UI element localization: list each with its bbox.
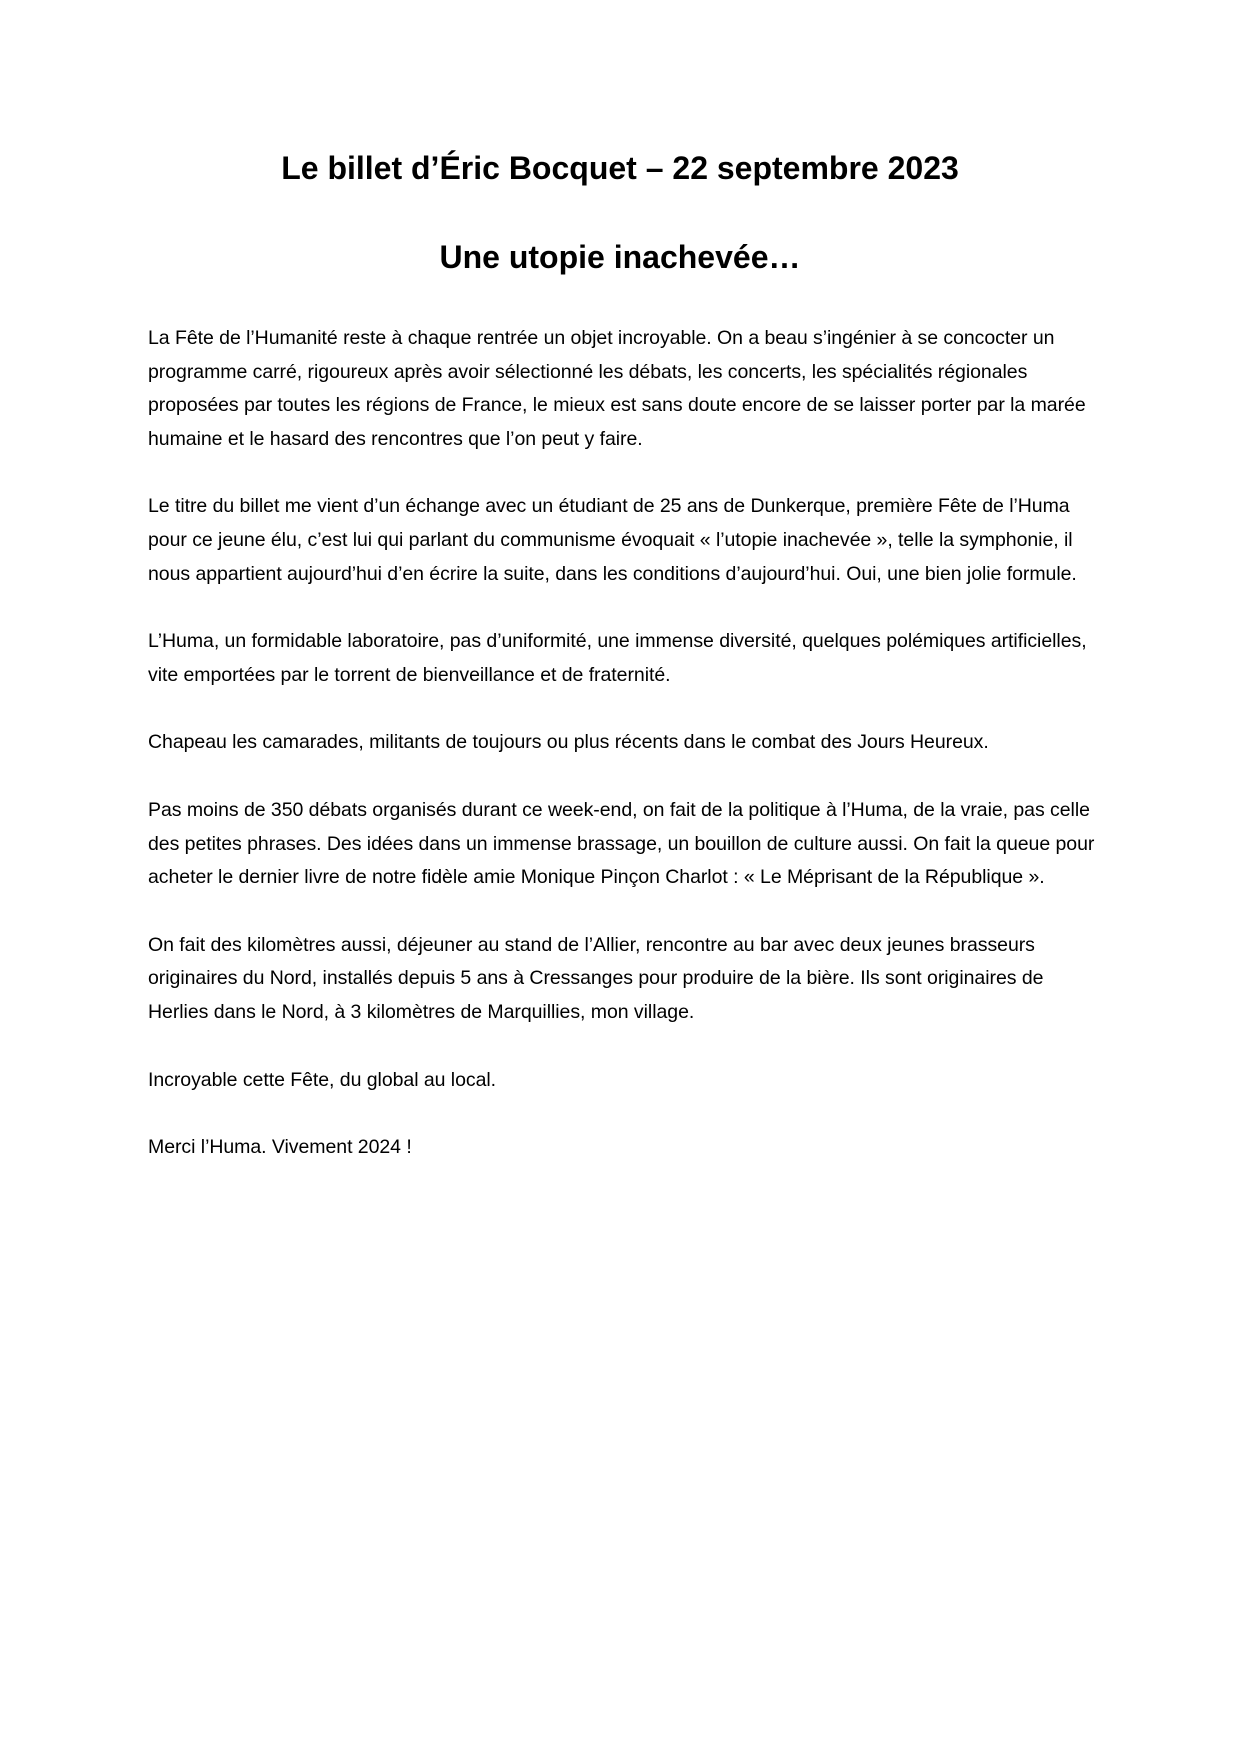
document-subtitle: Une utopie inachevée… <box>439 239 801 275</box>
paragraph-4: Chapeau les camarades, militants de toujours ou plus récents dans le combat des Jours Heureux. <box>148 731 989 754</box>
paragraph-8: Merci l’Huma. Vivement 2024 ! <box>148 1136 412 1159</box>
paragraph-7: Incroyable cette Fête, du global au local. <box>148 1068 497 1091</box>
paragraph-2: Le titre du billet me vient d’un échange avec un étudiant de 25 ans de Dunkerque, première Fête de l’Huma pour ce jeune élu, c’est lui qui parlant du communisme évoquait « l’utopie inachevée », telle la symphonie, il nous appartient aujourd’hui d’en écrire la suite, dans les conditions d’aujourd’hui. Oui, une bien jolie formule. <box>148 495 1077 585</box>
paragraph-6: On fait des kilomètres aussi, déjeuner au stand de l’Allier, rencontre au bar avec deux jeunes brasseurs originaires du Nord, installés depuis 5 ans à Cressanges pour produire de la bière. Ils sont originaires de Herlies dans le Nord, à 3 kilomètres de Marquillies, mon village. <box>148 933 1044 1023</box>
paragraph-1: La Fête de l’Humanité reste à chaque rentrée un objet incroyable. On a beau s’ingénier à se concocter un programme carré, rigoureux après avoir sélectionné les débats, les concerts, les spécialités régionales proposées par toutes les régions de France, le mieux est sans doute encore de se laisser porter par la marée humaine et le hasard des rencontres que l’on peut y faire. <box>148 327 1086 450</box>
paragraph-5: Pas moins de 350 débats organisés durant ce week-end, on fait de la politique à l’Huma, de la vraie, pas celle des petites phrases. Des idées dans un immense brassage, un bouillon de culture aussi. On fait la queue pour acheter le dernier livre de notre fidèle amie Monique Pinçon Charlot : « Le Méprisant de la République ». <box>148 798 1095 889</box>
document-body <box>148 322 1098 1199</box>
document-title: Le billet d’Éric Bocquet – 22 septembre 2023 <box>281 150 959 186</box>
paragraph-3: L’Huma, un formidable laboratoire, pas d’uniformité, une immense diversité, quelques polémiques artificielles, vite emportées par le torrent de bienveillance et de fraternité. <box>148 630 1087 686</box>
